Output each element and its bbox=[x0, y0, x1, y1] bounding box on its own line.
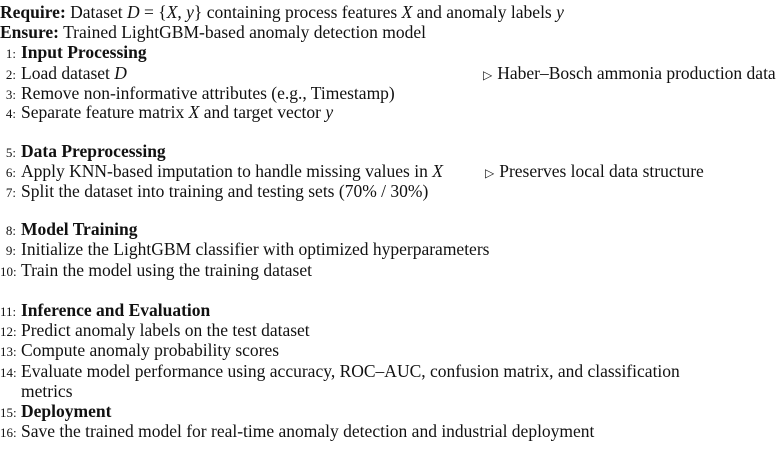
line-text: Split the dataset into training and testing sets (70% / 30%) bbox=[21, 181, 429, 201]
ensure-label: Ensure: bbox=[0, 22, 59, 42]
section-heading bbox=[0, 42, 147, 62]
algorithm-line bbox=[0, 102, 333, 122]
text: = { bbox=[139, 2, 167, 22]
text: Dataset bbox=[70, 2, 128, 22]
comment-text: Haber–Bosch ammonia production data bbox=[497, 63, 776, 83]
algorithm-line bbox=[0, 239, 489, 259]
algorithm-line bbox=[0, 161, 443, 181]
line-number: 1: bbox=[5, 46, 16, 61]
line-text: Model Training bbox=[21, 219, 138, 239]
line-number: 6: bbox=[5, 165, 16, 180]
line-number: 3: bbox=[5, 87, 16, 102]
algorithm-line bbox=[0, 361, 680, 381]
line-text: Train the model using the training dataset bbox=[21, 260, 312, 280]
algorithm-line bbox=[0, 340, 279, 360]
require-line bbox=[0, 2, 564, 22]
comment bbox=[485, 161, 704, 183]
variable: X bbox=[188, 102, 200, 122]
line-text: Separate feature matrix bbox=[21, 102, 189, 122]
line-number: 2: bbox=[5, 67, 16, 82]
line-text: Deployment bbox=[21, 401, 112, 421]
line-number: 16: bbox=[0, 425, 17, 440]
line-text: and target vector bbox=[199, 102, 326, 122]
ensure-text: Trained LightGBM-based anomaly detection model bbox=[63, 22, 426, 42]
line-number: 4: bbox=[5, 106, 16, 121]
line-number: 15: bbox=[0, 405, 17, 420]
text: } containing process features bbox=[193, 2, 402, 22]
line-number: 12: bbox=[0, 324, 17, 339]
var: y bbox=[186, 2, 194, 22]
variable: y bbox=[325, 102, 334, 122]
var: X bbox=[401, 2, 413, 22]
line-number: 13: bbox=[0, 344, 17, 359]
comment bbox=[483, 63, 776, 85]
var: D bbox=[127, 2, 140, 22]
algorithm-line bbox=[0, 63, 127, 83]
line-number: 14: bbox=[0, 365, 17, 380]
algorithm-line bbox=[0, 83, 395, 103]
line-text: Load dataset bbox=[21, 63, 115, 83]
line-number: 8: bbox=[5, 223, 16, 238]
line-number: 5: bbox=[5, 145, 16, 160]
line-text: Inference and Evaluation bbox=[21, 300, 211, 320]
section-heading bbox=[0, 219, 138, 239]
comment-triangle-icon: ▷ bbox=[483, 68, 493, 82]
comment-text: Preserves local data structure bbox=[499, 161, 704, 181]
text: , bbox=[177, 2, 187, 22]
line-text: Input Processing bbox=[21, 42, 147, 62]
line-text: Data Preprocessing bbox=[21, 141, 166, 161]
line-text: Remove non-informative attributes (e.g., Timestamp) bbox=[21, 83, 395, 103]
var: X bbox=[166, 2, 178, 22]
section-heading bbox=[0, 401, 111, 421]
require-label: Require: bbox=[0, 2, 66, 22]
var: y bbox=[556, 2, 564, 22]
variable: D bbox=[114, 63, 127, 83]
algorithm-line bbox=[0, 320, 310, 340]
text: and anomaly labels bbox=[412, 2, 557, 22]
algorithm-line bbox=[0, 181, 428, 201]
algorithm-line bbox=[0, 421, 594, 441]
line-text: Save the trained model for real-time anomaly detection and industrial deployment bbox=[21, 421, 595, 441]
algorithm-line bbox=[0, 260, 312, 280]
line-text: Compute anomaly probability scores bbox=[21, 340, 280, 360]
line-number: 7: bbox=[5, 185, 16, 200]
line-text: Apply KNN-based imputation to handle missing values in bbox=[21, 161, 433, 181]
section-heading bbox=[0, 141, 166, 161]
line-number: 11: bbox=[0, 304, 17, 319]
line-text: Predict anomaly labels on the test dataset bbox=[21, 320, 310, 340]
line-number: 9: bbox=[5, 243, 16, 258]
variable: X bbox=[432, 161, 443, 181]
line-text: Initialize the LightGBM classifier with optimized hyperparameters bbox=[21, 239, 490, 259]
line-text: Evaluate model performance using accuracy, ROC–AUC, confusion matrix, and classification bbox=[21, 361, 680, 381]
section-heading bbox=[0, 300, 210, 320]
line-text: metrics bbox=[21, 381, 73, 401]
line-number: 10: bbox=[0, 264, 17, 279]
comment-triangle-icon: ▷ bbox=[485, 166, 495, 180]
algorithm-line bbox=[0, 381, 73, 401]
ensure-line bbox=[0, 22, 426, 42]
